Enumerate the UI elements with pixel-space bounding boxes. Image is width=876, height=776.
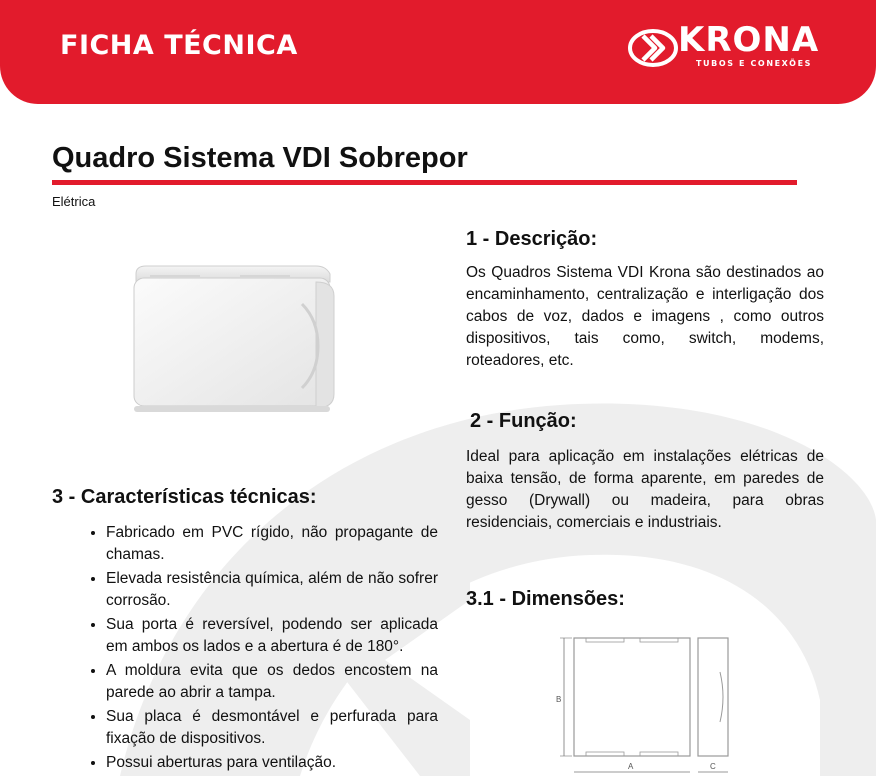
list-item: • Elevada resistência química, além de não sofrer corrosão.: [106, 568, 438, 612]
descricao-text: Os Quadros Sistema VDI Krona são destinados ao encaminhamento, centralização e interligação dos cabos de voz, dados e imagens , como outros dispositivos, tais como, switch, modems, roteadores, etc.: [466, 264, 824, 369]
list-item: • Fabricado em PVC rígido, não propagante de chamas.: [106, 522, 438, 566]
dimension-label-c: C: [710, 762, 716, 771]
list-item: • A moldura evita que os dedos encostem na parede ao abrir a tampa.: [106, 660, 438, 704]
dimension-label-a: A: [628, 762, 634, 771]
funcao-text: Ideal para aplicação em instalações elétricas de baixa tensão, de forma aparente, em paredes de gesso (Drywall) ou madeira, para obras residenciais, comerciais e industriais.: [466, 448, 824, 531]
title-divider: [52, 180, 797, 185]
section-heading-caracteristicas: 3 - Características técnicas:: [52, 486, 317, 508]
list-item: • Sua porta é reversível, podendo ser aplicada em ambos os lados e a abertura é de 180°.: [106, 614, 438, 658]
product-title: Quadro Sistema VDI Sobrepor: [52, 142, 468, 174]
logo-tagline: TUBOS E CONEXÕES: [696, 59, 812, 68]
section-heading-dimensoes: 3.1 - Dimensões:: [466, 588, 625, 610]
page-title: FICHA TÉCNICA: [60, 30, 298, 61]
section-heading-descricao: 1 - Descrição:: [466, 228, 598, 250]
list-item: • Possui aberturas para ventilação.: [106, 752, 438, 774]
product-category: Elétrica: [52, 194, 96, 209]
logo-wordmark: KRONA: [678, 20, 820, 60]
list-item: • Sua placa é desmontável e perfurada para fixação de dispositivos.: [106, 706, 438, 750]
section-heading-funcao: 2 - Função:: [470, 410, 577, 432]
product-image: [130, 260, 340, 420]
dimensions-diagram: [552, 632, 742, 776]
characteristics-list: [80, 522, 438, 776]
dimension-label-b: B: [556, 695, 562, 704]
